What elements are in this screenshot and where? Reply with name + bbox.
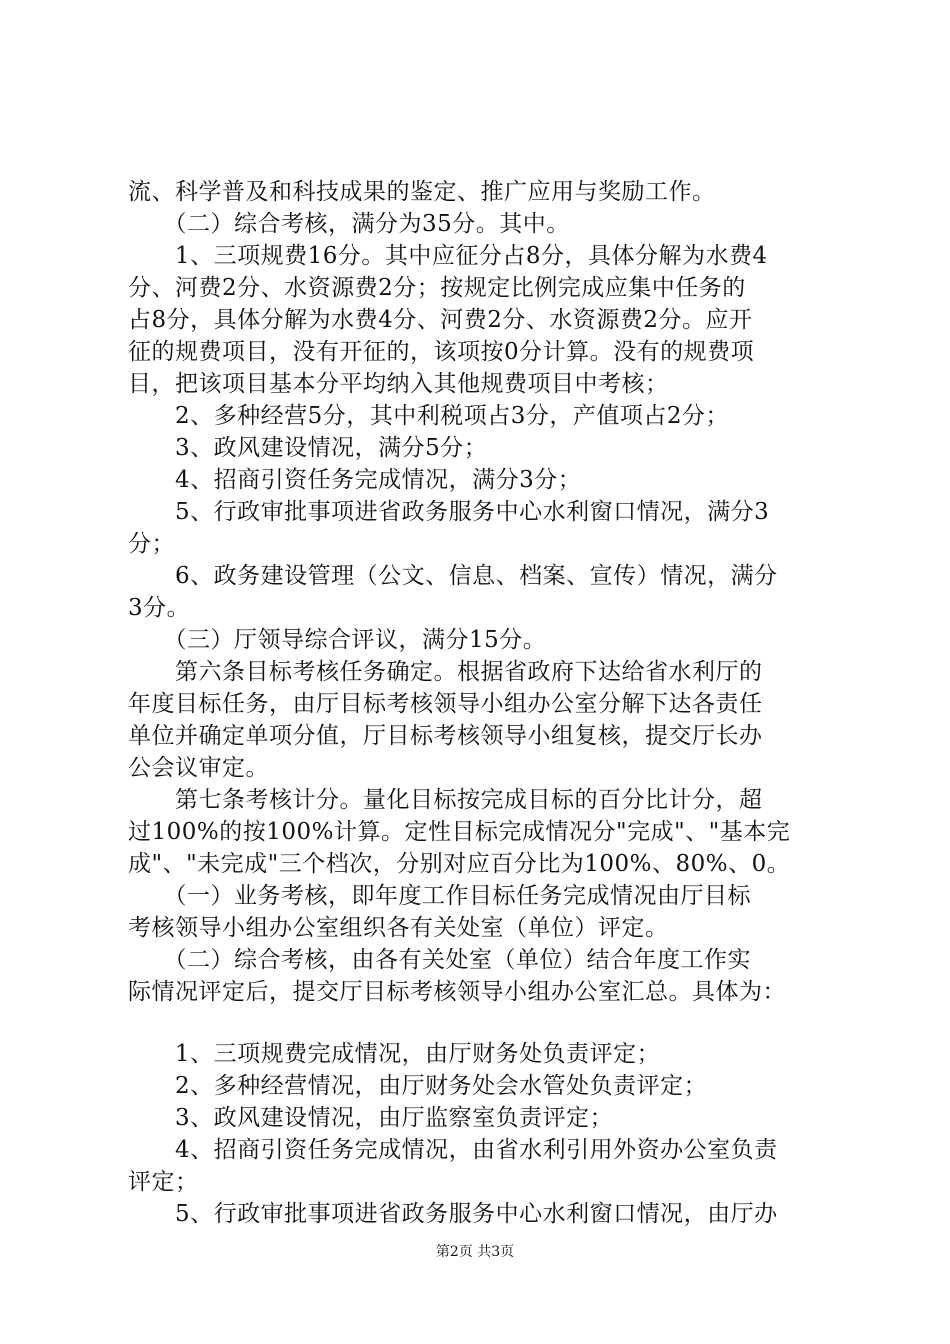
text-line: 考核领导小组办公室组织各有关处室（单位）评定。 [128,915,669,941]
text-line: （一）业务考核，即年度工作目标任务完成情况由厅目标 [128,883,751,909]
text-line: 第六条目标考核任务确定。根据省政府下达给省水利厅的 [128,659,763,685]
text-line: 单位并确定单项分值，厅目标考核领导小组复核，提交厅长办 [128,723,763,749]
text-line: 年度目标任务，由厅目标考核领导小组办公室分解下达各责任 [128,691,763,717]
document-body [128,176,828,1230]
text-line: 第七条考核计分。量化目标按完成目标的百分比计分，超 [128,787,763,813]
text-line: 过100%的按100%计算。定性目标完成情况分"完成"、"基本完 [128,819,791,845]
text-line: 评定； [128,1169,199,1195]
page-number-footer: 第2页 共3页 [435,1244,515,1260]
text-line: 6、政务建设管理（公文、信息、档案、宣传）情况，满分 [128,563,778,589]
text-line: 征的规费项目，没有开征的，该项按0分计算。没有的规费项 [128,339,755,365]
text-line: 4、招商引资任务完成情况，满分3分； [128,467,582,493]
text-line: （二）综合考核，满分为35分。其中。 [128,211,570,237]
text-line: 1、三项规费完成情况，由厅财务处负责评定； [128,1041,661,1067]
text-line: 2、多种经营情况，由厅财务处会水管处负责评定； [128,1073,708,1099]
text-line: 5、行政审批事项进省政务服务中心水利窗口情况，满分3 [128,499,770,525]
text-line: 1、三项规费16分。其中应征分占8分，具体分解为水费4 [128,243,768,269]
text-line: （三）厅领导综合评议，满分15分。 [128,627,547,653]
text-line: 分； [128,531,175,557]
text-line: 公会议审定。 [128,755,269,781]
text-line: 成"、"未完成"三个档次，分别对应百分比为100%、80%、0。 [128,851,791,877]
text-line: 分、河费2分、水资源费2分；按规定比例完成应集中任务的 [128,275,746,301]
text-line: 3、政风建设情况，满分5分； [128,435,488,461]
text-line: 流、科学普及和科技成果的鉴定、推广应用与奖励工作。 [128,179,716,205]
text-line: 4、招商引资任务完成情况，由省水利引用外资办公室负责 [128,1137,778,1163]
text-line: 占8分，具体分解为水费4分、河费2分、水资源费2分。应开 [128,307,753,333]
text-line: 3分。 [128,595,191,621]
text-line: （二）综合考核，由各有关处室（单位）结合年度工作实 [128,947,751,973]
text-line: 3、政风建设情况，由厅监察室负责评定； [128,1105,614,1131]
text-line: 目，把该项目基本分平均纳入其他规费项目中考核； [128,371,669,397]
text-line: 5、行政审批事项进省政务服务中心水利窗口情况，由厅办 [128,1201,778,1227]
text-line: 际情况评定后，提交厅目标考核领导小组办公室汇总。具体为： [128,979,786,1005]
text-line: 2、多种经营5分，其中利税项占3分，产值项占2分； [128,403,730,429]
